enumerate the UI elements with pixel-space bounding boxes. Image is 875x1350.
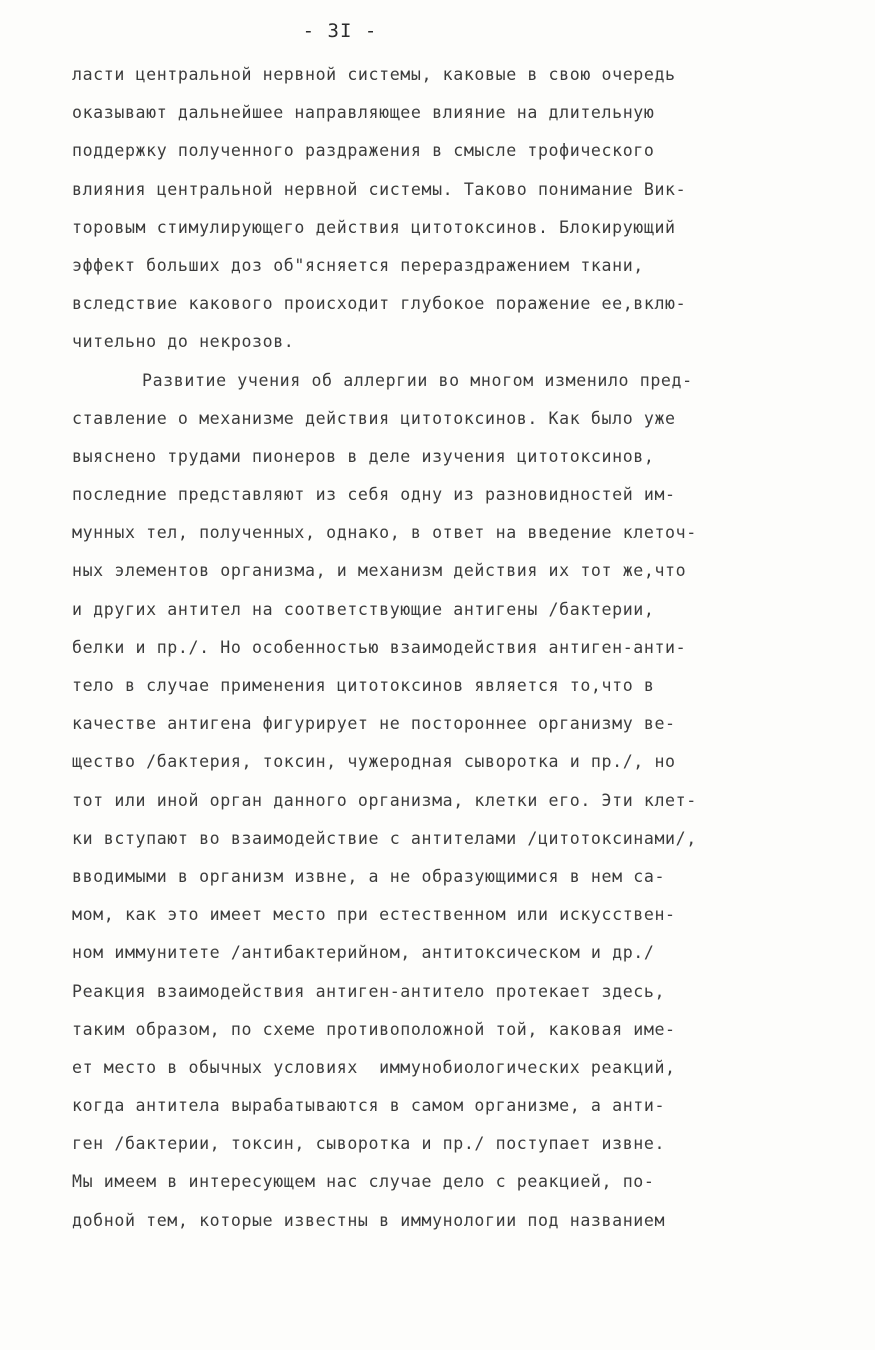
text-line: влияния центральной нервной системы. Таково понимание Вик- <box>72 179 687 199</box>
text-line: ставление о механизме действия цитотоксинов. Как было уже <box>72 408 676 428</box>
text-line: ет место в обычных условиях иммунобиологических реакций, <box>72 1057 676 1077</box>
text-line: ных элементов организма, и механизм действия их тот же,что <box>72 561 687 581</box>
page-number: - 3I - <box>302 20 378 42</box>
text-line: качестве антигена фигурирует не постороннее организму ве- <box>72 714 676 734</box>
text-line: ласти центральной нервной системы, каковые в свою очередь <box>72 65 676 84</box>
text-line: торовым стимулирующего действия цитотоксинов. Блокирующий <box>72 217 676 237</box>
text-line: оказывают дальнейшее направляющее влияние на длительную <box>72 103 655 123</box>
text-line: эффект больших доз об"ясняется перераздражением ткани, <box>72 255 644 275</box>
text-line: вследствие какового происходит глубокое поражение ее,вклю- <box>72 294 687 314</box>
text-line: ген /бактерии, токсин, сыворотка и пр./ поступает извне. <box>72 1134 666 1154</box>
text-line: тело в случае применения цитотоксинов является то,что в <box>72 676 655 695</box>
text-line: ки вступают во взаимодействие с антителами /цитотоксинами/, <box>72 828 697 848</box>
text-line: чительно до некрозов. <box>72 332 295 352</box>
text-line: ном иммунитете /антибактерийном, антитоксическом и др./ <box>72 943 655 963</box>
text-line: мом, как это имеет место при естественном или искусствен- <box>72 905 676 925</box>
text-line: последние представляют из себя одну из разновидностей им- <box>72 485 676 505</box>
body-text <box>72 56 872 1240</box>
text-line: Мы имеем в интересующем нас случае дело с реакцией, по- <box>72 1172 655 1192</box>
text-line: вводимыми в организм извне, а не образующимися в нем са- <box>72 866 666 886</box>
text-line: мунных тел, полученных, однако, в ответ на введение клеточ- <box>72 523 697 543</box>
text-line: белки и пр./. Но особенностью взаимодействия антиген-анти- <box>72 637 687 657</box>
text-line: выяснено трудами пионеров в деле изучения цитотоксинов, <box>72 446 655 466</box>
text-line: таким образом, по схеме противоположной той, каковая име- <box>72 1019 676 1039</box>
text-line: добной тем, которые известны в иммунологии под названием <box>72 1210 666 1230</box>
text-line: поддержку полученного раздражения в смысле трофического <box>72 141 655 161</box>
text-line: щество /бактерия, токсин, чужеродная сыворотка и пр./, но <box>72 752 676 772</box>
text-line: Реакция взаимодействия антиген-антитело протекает здесь, <box>72 981 666 1001</box>
paragraph-first-line: Развитие учения об аллергии во многом изменило пред- <box>142 370 693 390</box>
text-line: тот или иной орган данного организма, клетки его. Эти клет- <box>72 790 697 810</box>
text-line: когда антитела вырабатываются в самом организме, а анти- <box>72 1096 666 1116</box>
text-line: и других антител на соответствующие антигены /бактерии, <box>72 599 655 619</box>
